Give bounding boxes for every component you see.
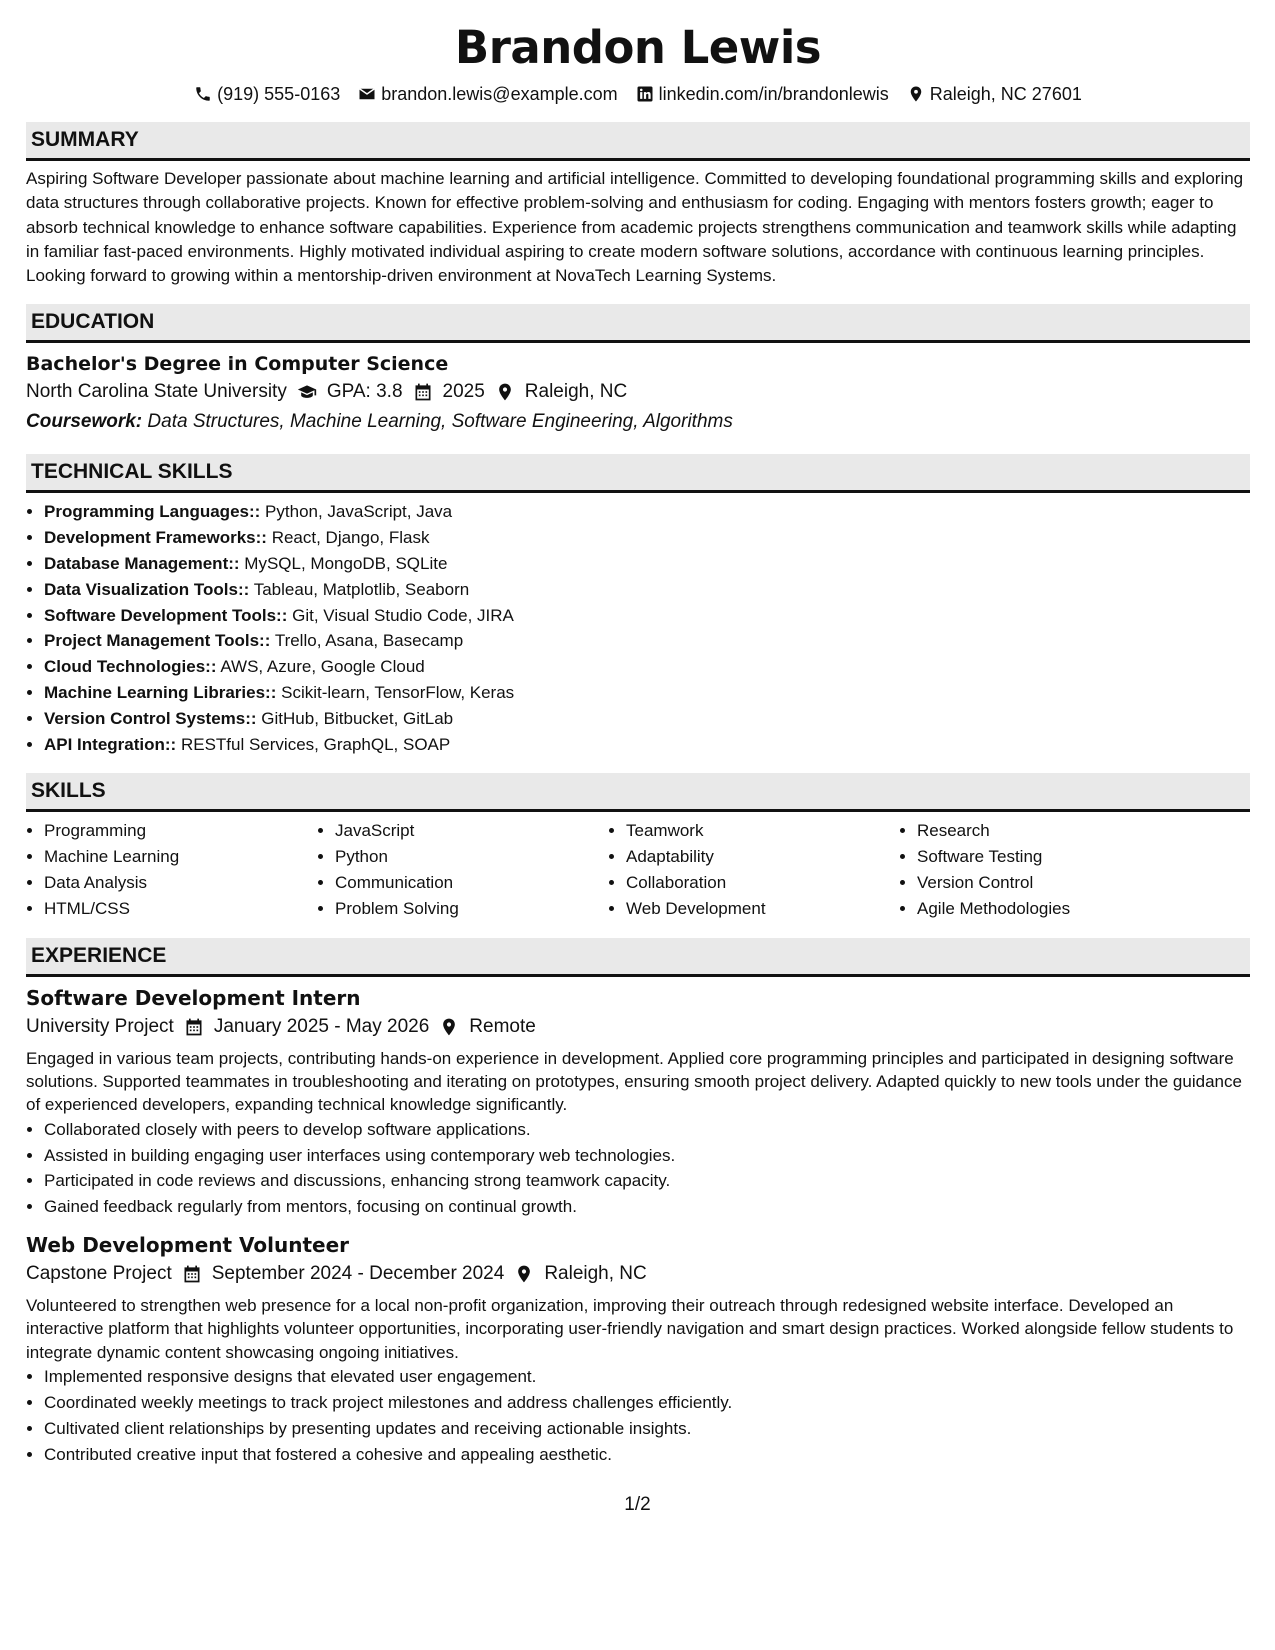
- coursework-text: Data Structures, Machine Learning, Software Engineering, Algorithms: [147, 411, 733, 433]
- list-item: • Data Analysis: [44, 870, 317, 896]
- list-item: • Teamwork: [626, 818, 899, 844]
- year-item: [413, 377, 485, 407]
- envelope-icon: [358, 85, 376, 103]
- degree-title: Bachelor's Degree in Computer Science: [26, 353, 449, 376]
- list-item: • Version Control: [917, 870, 1190, 896]
- page-indicator: 1/2: [624, 1494, 651, 1515]
- map-pin-icon: [439, 1017, 459, 1037]
- calendar-icon: [184, 1017, 204, 1037]
- job-location-item: [514, 1259, 646, 1289]
- skills-grid: [26, 818, 1250, 921]
- contact-phone: [194, 84, 340, 105]
- map-pin-icon: [495, 382, 515, 402]
- section-heading-experience: EXPERIENCE: [26, 938, 1250, 977]
- contact-bar: [26, 81, 1250, 107]
- skills-column: [26, 818, 317, 921]
- list-item: • Programming Languages:: Python, JavaScript, Java: [44, 499, 1250, 525]
- technical-skills-list: [26, 499, 1250, 757]
- list-item: • Agile Methodologies: [917, 896, 1190, 922]
- list-item: • JavaScript: [335, 818, 608, 844]
- education-meta: [26, 377, 1250, 407]
- job-location: Remote: [469, 1015, 536, 1037]
- contact-location: [907, 84, 1082, 105]
- coursework-label: Coursework:: [26, 411, 143, 433]
- skills-column: [608, 818, 899, 921]
- list-item: • Version Control Systems:: GitHub, Bitbucket, GitLab: [44, 706, 1250, 732]
- list-item: • Development Frameworks:: React, Django, Flask: [44, 525, 1250, 551]
- list-item: • Research: [917, 818, 1190, 844]
- graduation-cap-icon: [297, 382, 317, 402]
- map-pin-icon: [514, 1264, 534, 1284]
- job-title: Web Development Volunteer: [26, 1233, 350, 1258]
- job-bullets: [26, 1117, 1250, 1220]
- linkedin-text: linkedin.com/in/brandonlewis: [658, 83, 889, 104]
- skills-column: [899, 818, 1190, 921]
- list-item: • Python: [335, 844, 608, 870]
- list-item: • Cloud Technologies:: AWS, Azure, Google Cloud: [44, 654, 1250, 680]
- section-heading-summary: SUMMARY: [26, 122, 1250, 161]
- list-item: • Problem Solving: [335, 896, 608, 922]
- job-location-item: [439, 1012, 536, 1042]
- job-dates: January 2025 - May 2026: [213, 1015, 430, 1037]
- list-item: • Coordinated weekly meetings to track project milestones and address challenges efficiently.: [44, 1390, 1250, 1416]
- list-item: • Project Management Tools:: Trello, Asana, Basecamp: [44, 628, 1250, 654]
- location-text: Raleigh, NC 27601: [929, 83, 1082, 104]
- job-meta: [26, 1012, 1250, 1042]
- calendar-icon: [182, 1264, 202, 1284]
- list-item: • Cultivated client relationships by presenting updates and receiving actionable insights.: [44, 1416, 1250, 1442]
- list-item: • Machine Learning: [44, 844, 317, 870]
- job-location: Raleigh, NC: [544, 1263, 647, 1285]
- edu-location-text: Raleigh, NC: [524, 381, 628, 403]
- list-item: • Programming: [44, 818, 317, 844]
- list-item: • Participated in code reviews and discussions, enhancing strong teamwork capacity.: [44, 1168, 1250, 1194]
- list-item: • Collaboration: [626, 870, 899, 896]
- list-item: • Machine Learning Libraries:: Scikit-learn, TensorFlow, Keras: [44, 680, 1250, 706]
- job-bullets: [26, 1364, 1250, 1467]
- calendar-icon: [413, 382, 433, 402]
- job-org: Capstone Project: [26, 1263, 172, 1285]
- list-item: • Database Management:: MySQL, MongoDB, SQLite: [44, 551, 1250, 577]
- phone-text: (919) 555-0163: [217, 83, 341, 104]
- list-item: • Adaptability: [626, 844, 899, 870]
- section-heading-education: EDUCATION: [26, 304, 1250, 343]
- email-text: brandon.lewis@example.com: [381, 83, 618, 104]
- candidate-name: Brandon Lewis: [454, 21, 822, 74]
- list-item: • Implemented responsive designs that elevated user engagement.: [44, 1364, 1250, 1390]
- list-item: • Assisted in building engaging user interfaces using contemporary web technologies.: [44, 1143, 1250, 1169]
- list-item: • Software Testing: [917, 844, 1190, 870]
- linkedin-icon: [636, 85, 654, 103]
- list-item: • Web Development: [626, 896, 899, 922]
- contact-linkedin[interactable]: [636, 84, 889, 105]
- gpa-item: [297, 377, 403, 407]
- job-dates-item: [182, 1259, 505, 1289]
- list-item: • Contributed creative input that fostered a cohesive and appealing aesthetic.: [44, 1442, 1250, 1468]
- list-item: • Communication: [335, 870, 608, 896]
- phone-icon: [194, 85, 212, 103]
- job-description: Engaged in various team projects, contributing hands-on experience in development. Applied core programming principles and participated in designing software solutions. Supported teammates in troubleshooting and iterating on prototypes, ensuring smooth project delivery. Adapted quickly to new tools under the guidance of experienced developers, expanding technical knowledge significantly.: [26, 1048, 1242, 1115]
- section-heading-technical-skills: TECHNICAL SKILLS: [26, 454, 1250, 493]
- section-heading-skills: SKILLS: [26, 773, 1250, 812]
- list-item: • API Integration:: RESTful Services, GraphQL, SOAP: [44, 732, 1250, 758]
- graduation-year: 2025: [442, 381, 485, 403]
- job-title: Software Development Intern: [26, 985, 361, 1010]
- coursework-line: [26, 407, 1250, 437]
- gpa-text: GPA: 3.8: [326, 381, 403, 403]
- summary-text: Aspiring Software Developer passionate about machine learning and artificial intelligence. Committed to developing foundational programming skills and exploring data structures through collaborative projects. Known for effective problem-solving and enthusiasm for coding. Engaging with mentors fosters growth; eager to absorb technical knowledge to enhance software capabilities. Experience from academic projects strengthens communication and teamwork skills while adapting in familiar fast-paced environments. Highly motivated individual aspiring to create modern software solutions, accordance with continuous learning principles. Looking forward to growing within a mentorship-driven environment at NovaTech Learning Systems.: [26, 169, 1244, 286]
- job-dates-item: [184, 1012, 429, 1042]
- resume-page: [26, 20, 1250, 1467]
- job-org: University Project: [26, 1015, 174, 1037]
- list-item: • Gained feedback regularly from mentors, focusing on continual growth.: [44, 1194, 1250, 1220]
- list-item: • Collaborated closely with peers to develop software applications.: [44, 1117, 1250, 1143]
- list-item: • HTML/CSS: [44, 896, 317, 922]
- edu-location-item: [495, 377, 627, 407]
- map-pin-icon: [907, 85, 925, 103]
- job-dates: September 2024 - December 2024: [211, 1263, 505, 1285]
- job-meta: [26, 1259, 1250, 1289]
- list-item: • Data Visualization Tools:: Tableau, Matplotlib, Seaborn: [44, 577, 1250, 603]
- school-name: North Carolina State University: [26, 381, 287, 403]
- list-item: • Software Development Tools:: Git, Visual Studio Code, JIRA: [44, 603, 1250, 629]
- skills-column: [317, 818, 608, 921]
- job-description: Volunteered to strengthen web presence for a local non-profit organization, improving their outreach through redesigned website interface. Developed an interactive platform that highlights volunteer opportunities, incorporating user-friendly navigation and smart design practices. Worked alongside fellow students to integrate dynamic content showcasing ongoing initiatives.: [26, 1296, 1234, 1362]
- contact-email[interactable]: [358, 84, 617, 105]
